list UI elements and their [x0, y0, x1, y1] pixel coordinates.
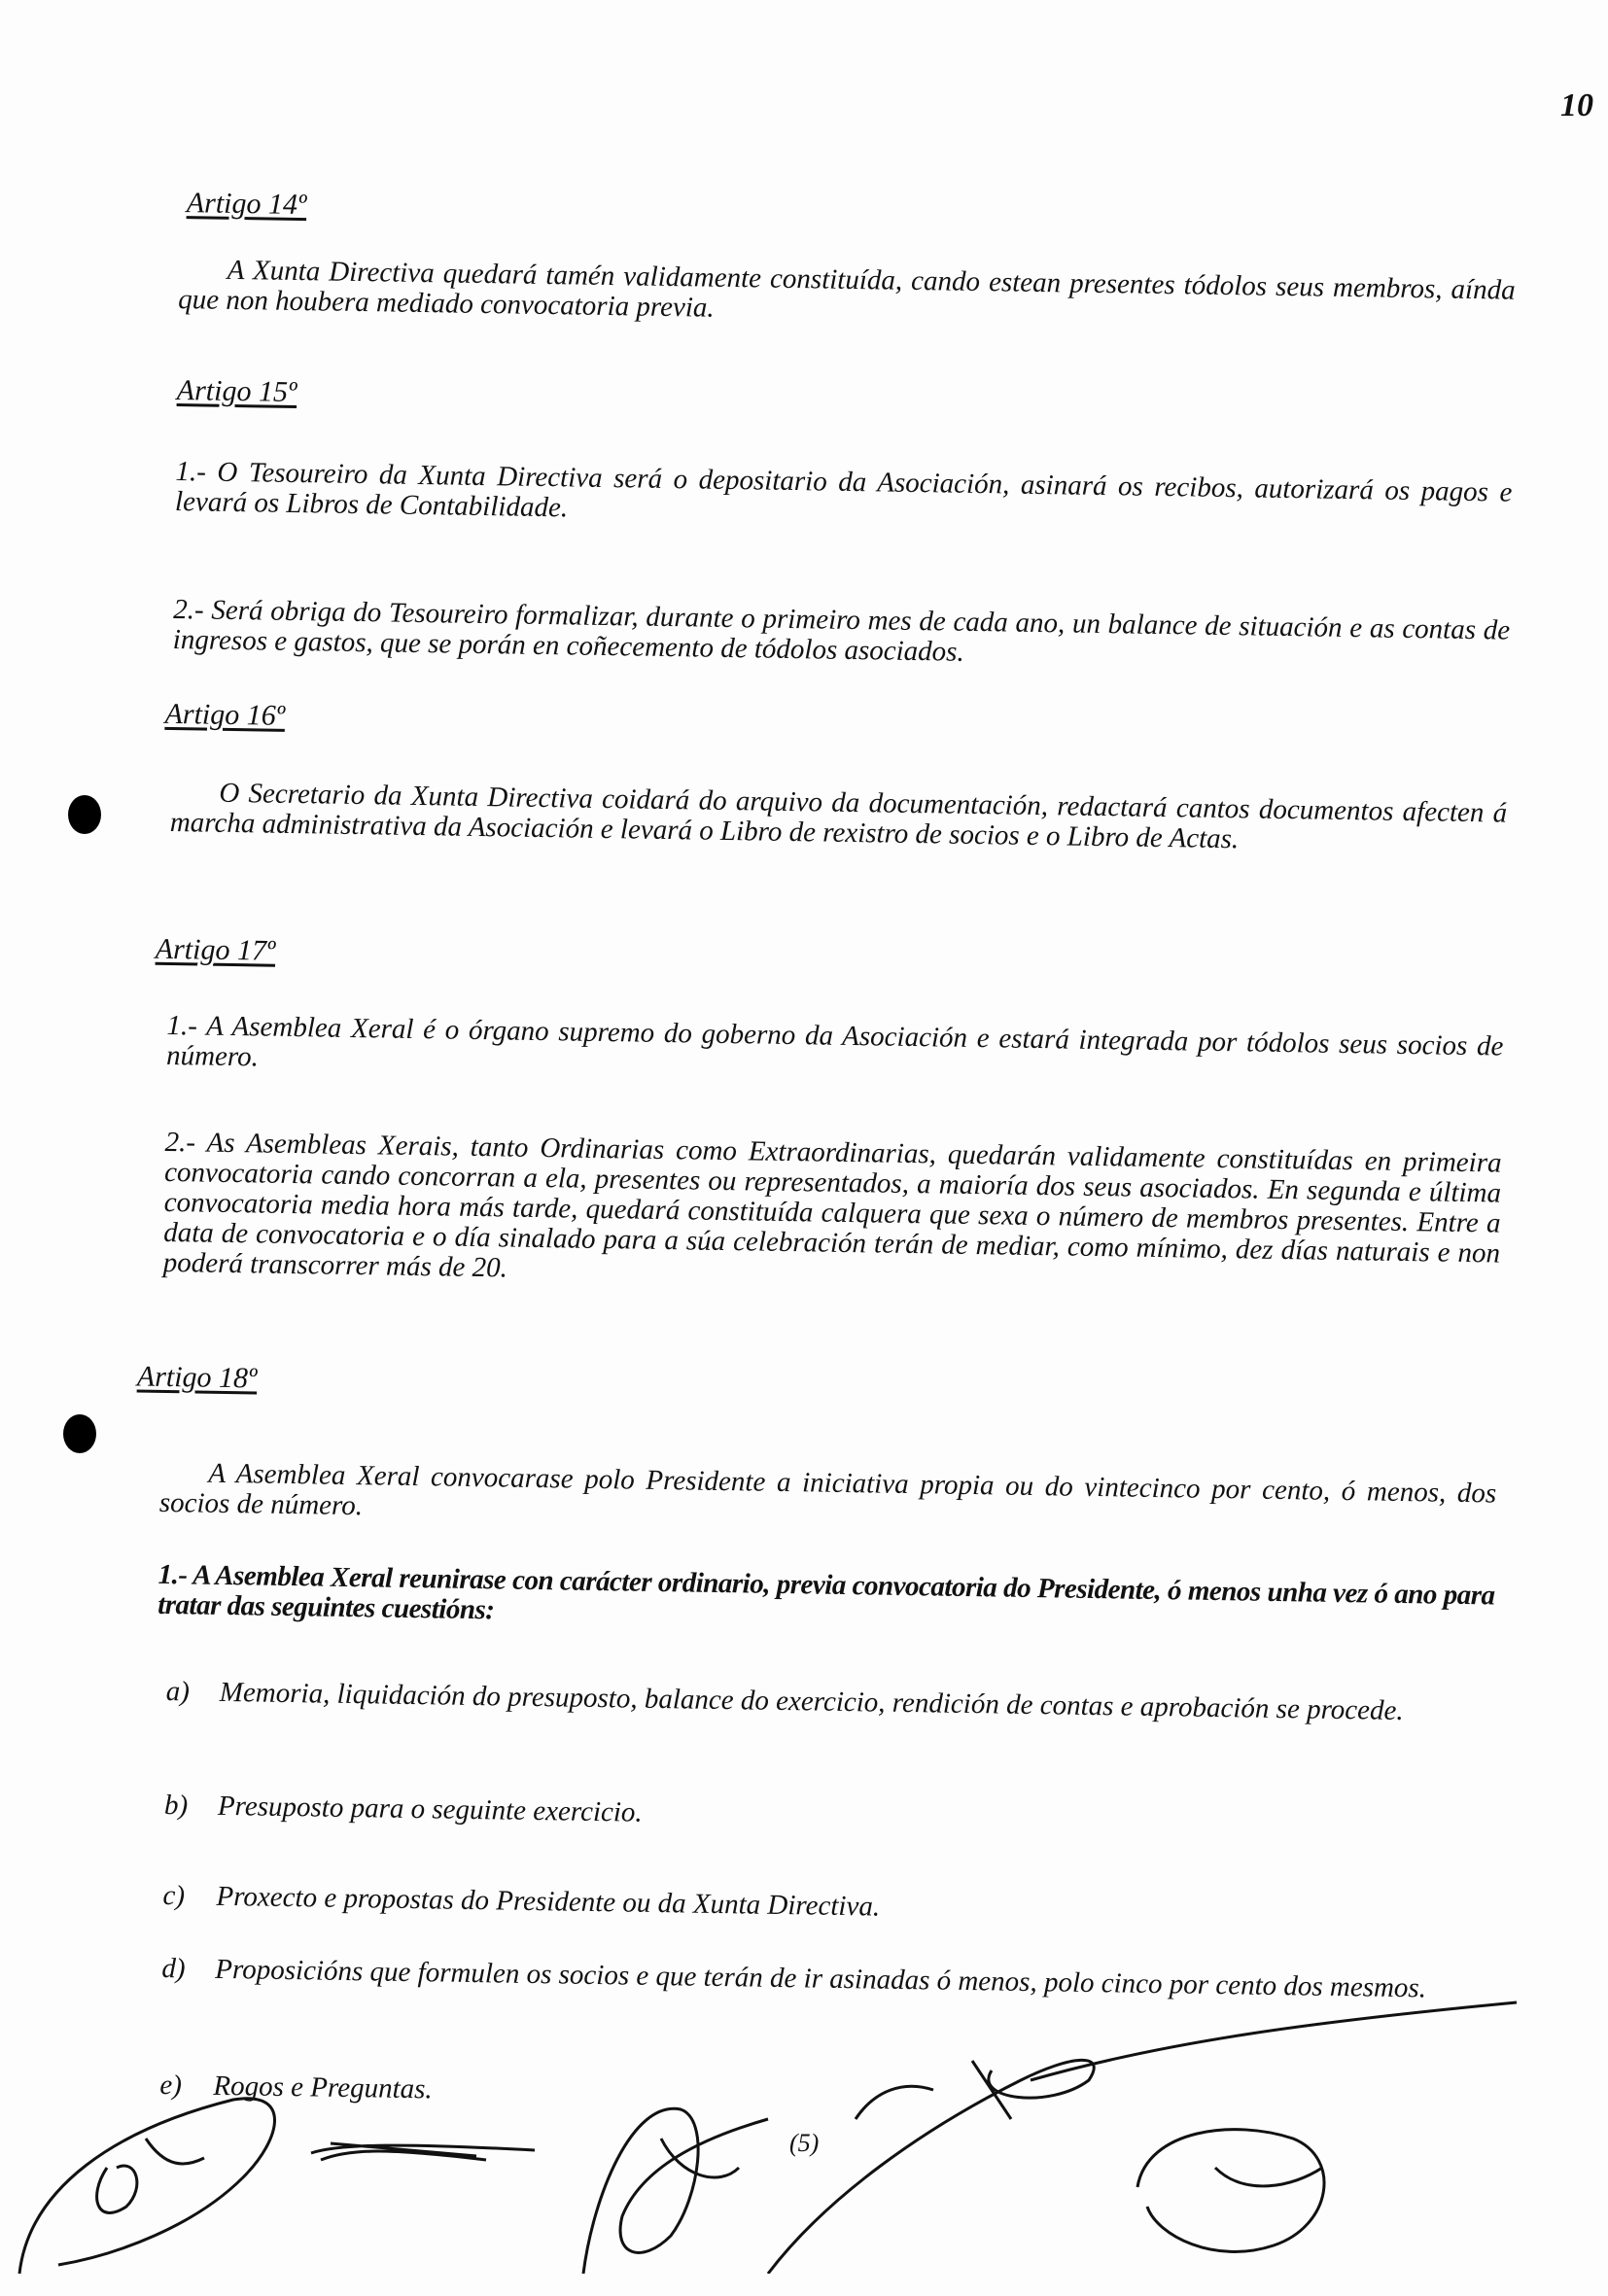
article-18-para-1: 1.- A Asemblea Xeral reunirase con carácter ordinario, previa convocatoria do Presidente, ó menos unha vez ó ano para tratar das seguintes cuestións: — [157, 1558, 1495, 1626]
signature-3 — [583, 2108, 768, 2274]
article-17-heading: Artigo 17º — [155, 932, 276, 967]
list-letter: b) — [163, 1790, 189, 1822]
article-15-para-1: 1.- O Tesoureiro da Xunta Directiva será o depositario da Asociación, asinará os recibos, autorizará os pagos e levará os Libros de Contabilidade. — [174, 456, 1513, 524]
list-item — [164, 1791, 1486, 1841]
article-17-para-1: 1.- A Asemblea Xeral é o órgano supremo do goberno da Asociación e estará integrada por tódolos seus socios de número. — [165, 1009, 1504, 1073]
list-text: Memoria, liquidación do presuposto, balance do exercicio, rendición de contas e aprobación se procede. — [219, 1676, 1404, 1727]
article-16-heading: Artigo 16º — [164, 697, 286, 732]
article-16-text: O Secretario da Xunta Directiva coidará do arquivo da documentación, redactará cantos documentos afecten á marcha administrativa da Asociación e levará o Libro de rexistro de socios e o Libro de Actas. — [169, 777, 1508, 855]
article-14-heading: Artigo 14º — [186, 187, 307, 222]
signature-note: (5) — [789, 2129, 820, 2157]
article-15-para-2: 2.- Será obriga do Tesoureiro formalizar, durante o primeiro mes de cada ano, un balance de situación e as contas de ingresos e gastos, que se porán en coñecemento de tódolos asociados. — [172, 594, 1511, 668]
list-letter: d) — [161, 1953, 186, 1985]
list-text: Presuposto para o seguinte exercicio. — [217, 1790, 643, 1828]
signature-4 — [768, 2002, 1517, 2274]
page-number: 10 — [1560, 87, 1593, 123]
list-letter: e) — [159, 2069, 183, 2102]
list-letter: c) — [162, 1880, 186, 1912]
article-18-heading: Artigo 18º — [136, 1360, 258, 1395]
signature-5 — [1137, 2130, 1324, 2252]
article-14-text: A Xunta Directiva quedará tamén validamente constituída, cando estean presentes tódolos seus membros, aínda que non houbera mediado convocatoria previa. — [178, 254, 1516, 324]
article-18-text: A Asemblea Xeral convocarase polo Presidente a iniciativa propia ou do vintecinco por cento, ó menos, dos socios de número. — [158, 1457, 1497, 1522]
article-15-heading: Artigo 15º — [176, 374, 297, 408]
list-item — [166, 1677, 1488, 1727]
list-text: Rogos e Preguntas. — [213, 2070, 433, 2105]
list-letter: a) — [165, 1676, 191, 1708]
signature-1 — [19, 2099, 275, 2274]
article-17-para-2: 2.- As Asembleas Xerais, tanto Ordinarias como Extraordinarias, quedarán validamente constituídas en primeira convocatoria cando concorran a ela, presentes ou representados, a maioría dos seus asociados. En segunda e última convocatoria media hora más tarde, quedará constituída calquera que sexa o número de membros presentes. Entre a data de convocatoria e o día sinalado para a súa celebración terán de mediar, como mínimo, dez días naturais e non poderá transcorrer más de 20. — [162, 1126, 1502, 1284]
list-text: Proposicións que formulen os socios e que terán de ir asinadas ó menos, polo cinco por cento dos mesmos. — [215, 1953, 1427, 2004]
list-text: Proxecto e propostas do Presidente ou da Xunta Directiva. — [216, 1880, 881, 1923]
signature-2 — [311, 2143, 535, 2160]
list-item — [162, 1881, 1485, 1931]
